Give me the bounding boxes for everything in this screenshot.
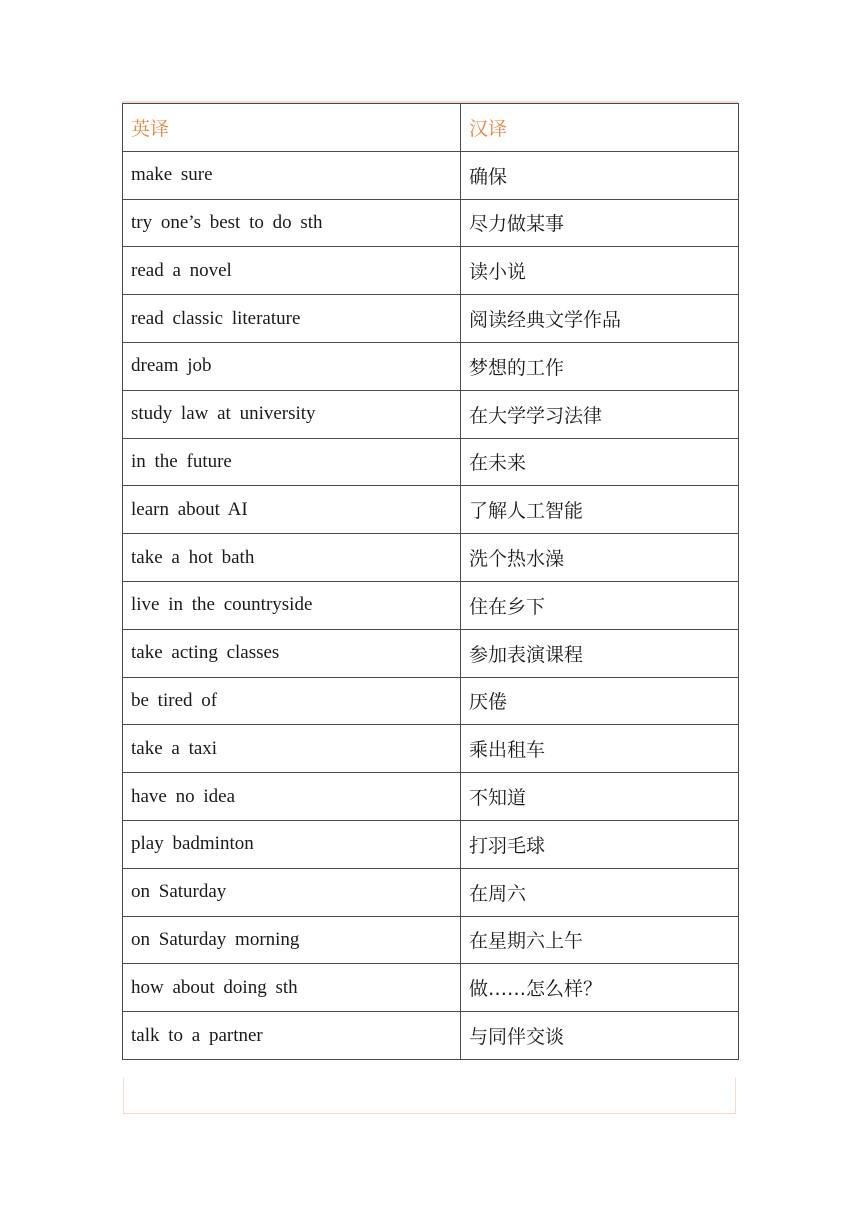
phrase-chinese: 在未来 (461, 438, 739, 486)
phrase-english: have no idea (123, 773, 461, 821)
phrase-english: live in the countryside (123, 581, 461, 629)
table-header-row (123, 104, 739, 152)
phrase-english: on Saturday (123, 868, 461, 916)
header-english: 英译 (123, 104, 461, 152)
phrase-chinese: 参加表演课程 (461, 629, 739, 677)
table-row (123, 773, 739, 821)
table-row (123, 629, 739, 677)
phrase-english: be tired of (123, 677, 461, 725)
phrase-chinese: 梦想的工作 (461, 342, 739, 390)
phrase-english: on Saturday morning (123, 916, 461, 964)
phrase-chinese: 打羽毛球 (461, 820, 739, 868)
table-row (123, 916, 739, 964)
vocabulary-table (122, 103, 739, 1060)
table-row (123, 438, 739, 486)
table-row (123, 247, 739, 295)
phrase-chinese: 与同伴交谈 (461, 1012, 739, 1060)
phrase-english: take a taxi (123, 725, 461, 773)
table-row (123, 868, 739, 916)
phrase-chinese: 不知道 (461, 773, 739, 821)
table-row (123, 581, 739, 629)
phrase-english: read a novel (123, 247, 461, 295)
table-row (123, 342, 739, 390)
table-row (123, 151, 739, 199)
phrase-chinese: 读小说 (461, 247, 739, 295)
table-row (123, 534, 739, 582)
phrase-chinese: 在星期六上午 (461, 916, 739, 964)
table-row (123, 964, 739, 1012)
phrase-chinese: 在大学学习法律 (461, 390, 739, 438)
phrase-english: learn about AI (123, 486, 461, 534)
phrase-chinese: 阅读经典文学作品 (461, 295, 739, 343)
header-chinese: 汉译 (461, 104, 739, 152)
table-row (123, 486, 739, 534)
phrase-chinese: 了解人工智能 (461, 486, 739, 534)
table-row (123, 725, 739, 773)
table-row (123, 199, 739, 247)
phrase-english: read classic literature (123, 295, 461, 343)
phrase-chinese: 住在乡下 (461, 581, 739, 629)
phrase-chinese: 确保 (461, 151, 739, 199)
table-row (123, 295, 739, 343)
phrase-english: take a hot bath (123, 534, 461, 582)
table-row (123, 677, 739, 725)
phrase-english: how about doing sth (123, 964, 461, 1012)
phrase-english: dream job (123, 342, 461, 390)
phrase-english: make sure (123, 151, 461, 199)
phrase-english: talk to a partner (123, 1012, 461, 1060)
phrase-english: try one’s best to do sth (123, 199, 461, 247)
phrase-chinese: 乘出租车 (461, 725, 739, 773)
table-row (123, 390, 739, 438)
phrase-chinese: 做……怎么样？ (461, 964, 739, 1012)
table-row (123, 1012, 739, 1060)
phrase-chinese: 在周六 (461, 868, 739, 916)
table-row (123, 820, 739, 868)
phrase-english: study law at university (123, 390, 461, 438)
phrase-chinese: 洗个热水澡 (461, 534, 739, 582)
phrase-english: in the future (123, 438, 461, 486)
phrase-chinese: 厌倦 (461, 677, 739, 725)
phrase-english: take acting classes (123, 629, 461, 677)
empty-trailing-row (123, 1078, 736, 1114)
phrase-chinese: 尽力做某事 (461, 199, 739, 247)
table-body (123, 151, 739, 1059)
phrase-english: play badminton (123, 820, 461, 868)
